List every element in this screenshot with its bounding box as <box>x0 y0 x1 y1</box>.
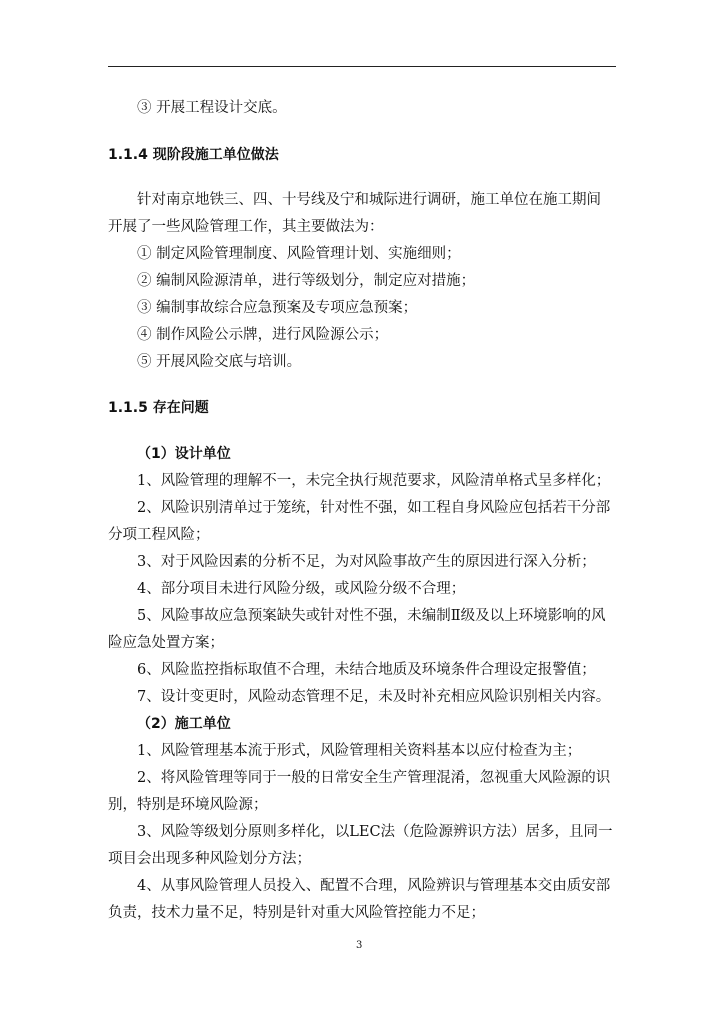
header-rule <box>108 66 616 67</box>
list-item: 3、风险等级划分原则多样化，以LEC法（危险源辨识方法）居多，且同一 <box>137 824 613 840</box>
list-item-continuation: 负责，技术力量不足，特别是针对重大风险管控能力不足； <box>108 905 485 921</box>
list-item: 1、风险管理基本流于形式，风险管理相关资料基本以应付检查为主； <box>137 743 582 759</box>
list-item: 3、对于风险因素的分析不足，为对风险事故产生的原因进行深入分析； <box>137 554 596 570</box>
list-item: 4、部分项目未进行风险分级，或风险分级不合理； <box>137 581 466 597</box>
list-item: ② 编制风险源清单，进行等级划分，制定应对措施； <box>137 273 476 289</box>
list-item-continuation: 别，特别是环境风险源； <box>108 797 268 813</box>
list-item: 1、风险管理的理解不一，未完全执行规范要求，风险清单格式呈多样化； <box>137 473 611 489</box>
paragraph-line: 开展了一些风险管理工作，其主要做法为： <box>108 219 384 235</box>
list-item: 7、设计变更时，风险动态管理不足，未及时补充相应风险识别相关内容。 <box>137 689 611 705</box>
list-item: ① 制定风险管理制度、风险管理计划、实施细则； <box>137 246 461 262</box>
section-heading: 1.1.5 存在问题 <box>108 400 209 416</box>
list-item: 5、风险事故应急预案缺失或针对性不强，未编制Ⅱ级及以上环境影响的风 <box>137 608 606 624</box>
paragraph-line: 针对南京地铁三、四、十号线及宁和城际进行调研，施工单位在施工期间 <box>137 192 601 208</box>
list-item: ④ 制作风险公示牌，进行风险源公示； <box>137 327 389 343</box>
list-item: 6、风险监控指标取值不合理，未结合地质及环境条件合理设定报警值； <box>137 662 596 678</box>
list-item: 4、从事风险管理人员投入、配置不合理，风险辨识与管理基本交由质安部 <box>137 878 611 894</box>
list-item: ③ 编制事故综合应急预案及专项应急预案； <box>137 300 418 316</box>
list-item-continuation: 项目会出现多种风险划分方法； <box>108 851 311 867</box>
subsection-heading: （1）设计单位 <box>137 446 231 462</box>
subsection-heading: （2）施工单位 <box>137 716 231 732</box>
section-heading: 1.1.4 现阶段施工单位做法 <box>108 147 279 163</box>
list-item-continuation: 险应急处置方案； <box>108 635 224 651</box>
list-item: ⑤ 开展风险交底与培训。 <box>137 354 302 370</box>
list-item-continuation: 分项工程风险； <box>108 527 210 543</box>
list-item: 2、风险识别清单过于笼统，针对性不强，如工程自身风险应包括若干分部 <box>137 500 611 516</box>
list-item: 2、将风险管理等同于一般的日常安全生产管理混淆，忽视重大风险源的识 <box>137 770 611 786</box>
page-number: 3 <box>356 940 363 951</box>
list-item: ③ 开展工程设计交底。 <box>137 100 287 116</box>
